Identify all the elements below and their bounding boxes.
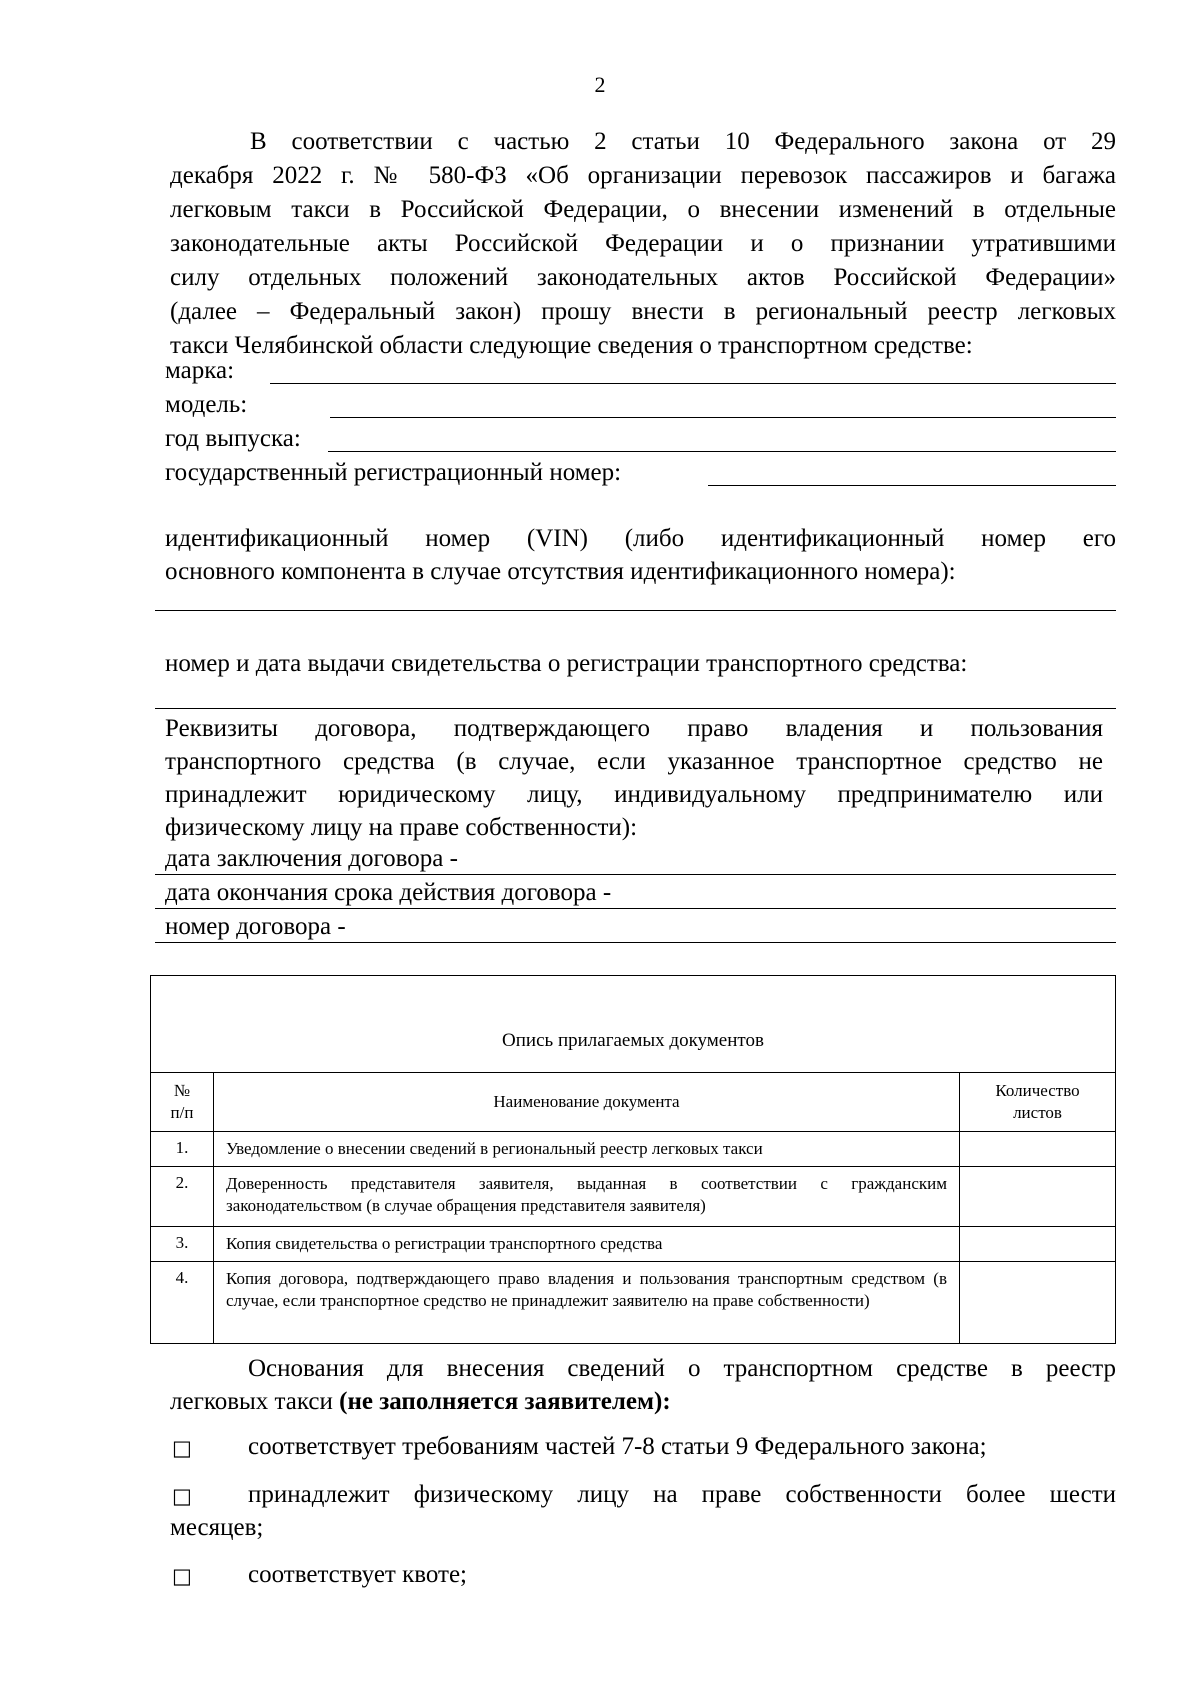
row-sheets-cell[interactable] (960, 1227, 1116, 1262)
intro-line: законодательные акты Российской Федерации и о признании утратившими (170, 230, 1116, 257)
contract-line: транспортного средства (в случае, если указанное транспортное средство не (165, 748, 1103, 775)
header-name: Наименование документа (214, 1073, 960, 1132)
model-input-line[interactable] (330, 417, 1116, 418)
contract-line: принадлежит юридическому лицу, индивидуальному предпринимателю или (165, 781, 1103, 808)
grounds-paragraph (170, 1352, 1116, 1418)
header-num (151, 1073, 214, 1132)
row-num: 3. (151, 1227, 214, 1262)
row-sheets-cell[interactable] (960, 1262, 1116, 1344)
page-number: 2 (594, 72, 606, 97)
vin-input-line[interactable] (155, 610, 1116, 611)
row-name: Доверенность представителя заявителя, выданная в соответствии с гражданским законодательством (в случае обращения представителя заявителя) (214, 1167, 960, 1227)
intro-line: (далее – Федеральный закон) прошу внести в региональный реестр легковых (170, 298, 1116, 325)
intro-line: В соответствии с частью 2 статьи 10 Федерального закона от 29 (250, 128, 1116, 155)
intro-line: такси Челябинской области следующие сведения о транспортном средстве: (170, 332, 973, 359)
option-label: соответствует требованиям частей 7-8 статьи 9 Федерального закона; (248, 1433, 987, 1460)
header-sheets (960, 1073, 1116, 1132)
checkbox-icon[interactable]: □ (172, 1484, 192, 1508)
header-num-line2: п/п (170, 1103, 194, 1122)
row-num: 4. (151, 1262, 214, 1344)
intro-line: декабря 2022 г. № 580-ФЗ «Об организации перевозок пассажиров и багажа (170, 162, 1116, 189)
header-num-line1: № (173, 1081, 191, 1100)
table-title: Опись прилагаемых документов (151, 976, 1116, 1073)
grounds-note-bold: (не заполняется заявителем): (339, 1388, 671, 1415)
contract-line: Реквизиты договора, подтверждающего право владения и пользования (165, 715, 1103, 742)
contract-date-label: дата заключения договора - (165, 845, 458, 872)
intro-paragraph (170, 125, 1116, 363)
table-header-row (151, 1073, 1116, 1132)
table-row (151, 1262, 1116, 1344)
intro-line: силу отдельных положений законодательных актов Российской Федерации» (170, 264, 1116, 291)
grounds-line: Основания для внесения сведений о транспортном средстве в реестр (248, 1355, 1116, 1382)
vin-line: основного компонента в случае отсутствия идентификационного номера): (165, 558, 956, 585)
certificate-input-line[interactable] (155, 708, 1116, 709)
year-label: год выпуска: (165, 425, 301, 452)
table-row (151, 1167, 1116, 1227)
option-label: соответствует квоте; (248, 1561, 468, 1588)
option-label: принадлежит физическому лицу на праве собственности более шести (248, 1481, 1116, 1508)
vin-label (165, 522, 1116, 588)
header-sheets-line1: Количество (995, 1081, 1080, 1100)
brand-label: марка: (165, 357, 235, 384)
documents-table (150, 975, 1116, 1344)
certificate-label: номер и дата выдачи свидетельства о регистрации транспортного средства: (165, 650, 968, 677)
option-label-continuation: месяцев; (170, 1514, 264, 1541)
row-num: 1. (151, 1132, 214, 1167)
row-sheets-cell[interactable] (960, 1132, 1116, 1167)
row-num: 2. (151, 1167, 214, 1227)
row-name: Копия свидетельства о регистрации транспортного средства (214, 1227, 960, 1262)
table-row (151, 1227, 1116, 1262)
contract-expiry-label: дата окончания срока действия договора - (165, 879, 612, 906)
row-sheets-cell[interactable] (960, 1167, 1116, 1227)
contract-line: физическому лицу на праве собственности): (165, 814, 638, 841)
row-name: Уведомление о внесении сведений в региональный реестр легковых такси (214, 1132, 960, 1167)
grounds-option-2 (170, 1478, 1116, 1544)
checkbox-icon[interactable]: □ (172, 1564, 192, 1588)
reg-number-input-line[interactable] (708, 485, 1116, 486)
brand-input-line[interactable] (270, 383, 1116, 384)
table-row (151, 1132, 1116, 1167)
contract-number-input-line[interactable] (155, 942, 1116, 943)
contract-requisites (165, 712, 1103, 844)
checkbox-icon[interactable]: □ (172, 1436, 192, 1460)
contract-date-input-line[interactable] (155, 874, 1116, 875)
grounds-line (170, 1385, 1116, 1418)
grounds-line2-prefix: легковых такси (170, 1388, 333, 1415)
row-name: Копия договора, подтверждающего право владения и пользования транспортным средством (в случае, если транспортное средство не принадлежит заявителю на праве собственности) (214, 1262, 960, 1344)
header-sheets-line2: листов (1013, 1103, 1062, 1122)
contract-number-label: номер договора - (165, 913, 346, 940)
year-input-line[interactable] (328, 451, 1116, 452)
vin-line: идентификационный номер (VIN) (либо идентификационный номер его (165, 525, 1116, 552)
reg-number-label: государственный регистрационный номер: (165, 459, 622, 486)
model-label: модель: (165, 391, 248, 418)
contract-expiry-input-line[interactable] (155, 908, 1116, 909)
intro-line: легковым такси в Российской Федерации, о внесении изменений в отдельные (170, 196, 1116, 223)
